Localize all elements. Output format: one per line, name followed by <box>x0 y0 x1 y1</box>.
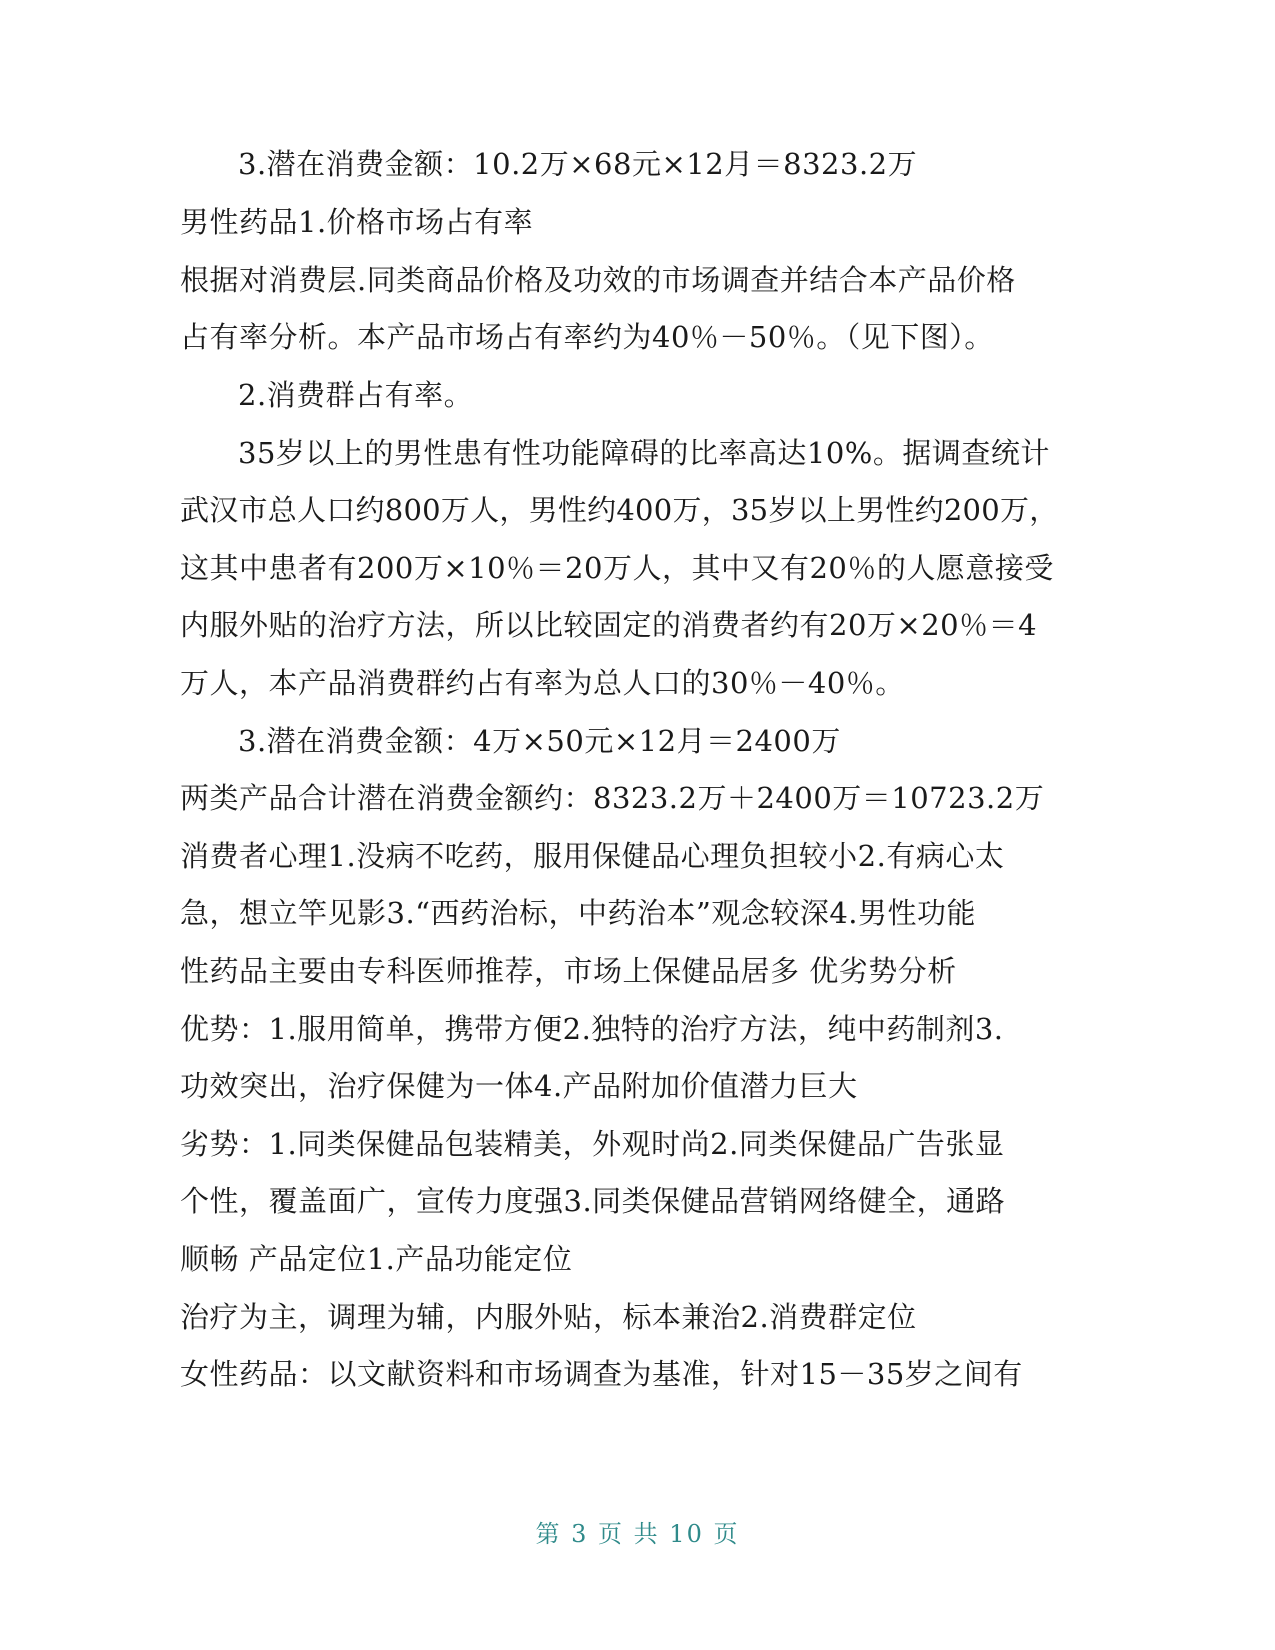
text-line: 劣势：1.同类保健品包装精美，外观时尚2.同类保健品广告张显 <box>180 1127 1005 1161</box>
text-line: 内服外贴的治疗方法，所以比较固定的消费者约有20万×20％＝4 <box>180 608 1038 642</box>
text-line: 占有率分析。本产品市场占有率约为40％－50％。（见下图）。 <box>180 320 994 354</box>
text-line: 女性药品：以文献资料和市场调查为基准，针对15－35岁之间有 <box>180 1357 1023 1391</box>
text-line: 35岁以上的男性患有性功能障碍的比率高达10%。据调查统计 <box>238 436 1050 470</box>
text-line: 个性，覆盖面广，宣传力度强3.同类保健品营销网络健全，通路 <box>180 1184 1006 1218</box>
text-line: 功效突出，治疗保健为一体4.产品附加价值潜力巨大 <box>180 1069 858 1103</box>
text-line: 2.消费群占有率。 <box>238 378 474 412</box>
text-line: 万人，本产品消费群约占有率为总人口的30％－40％。 <box>180 666 905 700</box>
page-number-footer: 第 3 页 共 10 页 <box>535 1520 740 1548</box>
text-line: 优势：1.服用简单，携带方便2.独特的治疗方法，纯中药制剂3. <box>180 1012 1004 1046</box>
text-line: 3.潜在消费金额：10.2万×68元×12月＝8323.2万 <box>238 147 918 181</box>
text-line: 根据对消费层.同类商品价格及功效的市场调查并结合本产品价格 <box>180 263 1016 297</box>
text-line: 急，想立竿见影3.“西药治标，中药治本”观念较深4.男性功能 <box>180 896 976 930</box>
text-line: 消费者心理1.没病不吃药，服用保健品心理负担较小2.有病心太 <box>180 839 1005 873</box>
text-line: 顺畅 产品定位1.产品功能定位 <box>180 1242 573 1276</box>
text-line: 性药品主要由专科医师推荐，市场上保健品居多 优劣势分析 <box>180 954 957 988</box>
text-line: 这其中患者有200万×10％＝20万人，其中又有20％的人愿意接受 <box>180 551 1054 585</box>
text-line: 男性药品1.价格市场占有率 <box>180 205 534 239</box>
text-line: 治疗为主，调理为辅，内服外贴，标本兼治2.消费群定位 <box>180 1300 917 1334</box>
text-line: 3.潜在消费金额：4万×50元×12月＝2400万 <box>238 724 841 758</box>
text-line: 武汉市总人口约800万人，男性约400万，35岁以上男性约200万， <box>180 493 1059 527</box>
text-line: 两类产品合计潜在消费金额约：8323.2万＋2400万＝10723.2万 <box>180 781 1045 815</box>
